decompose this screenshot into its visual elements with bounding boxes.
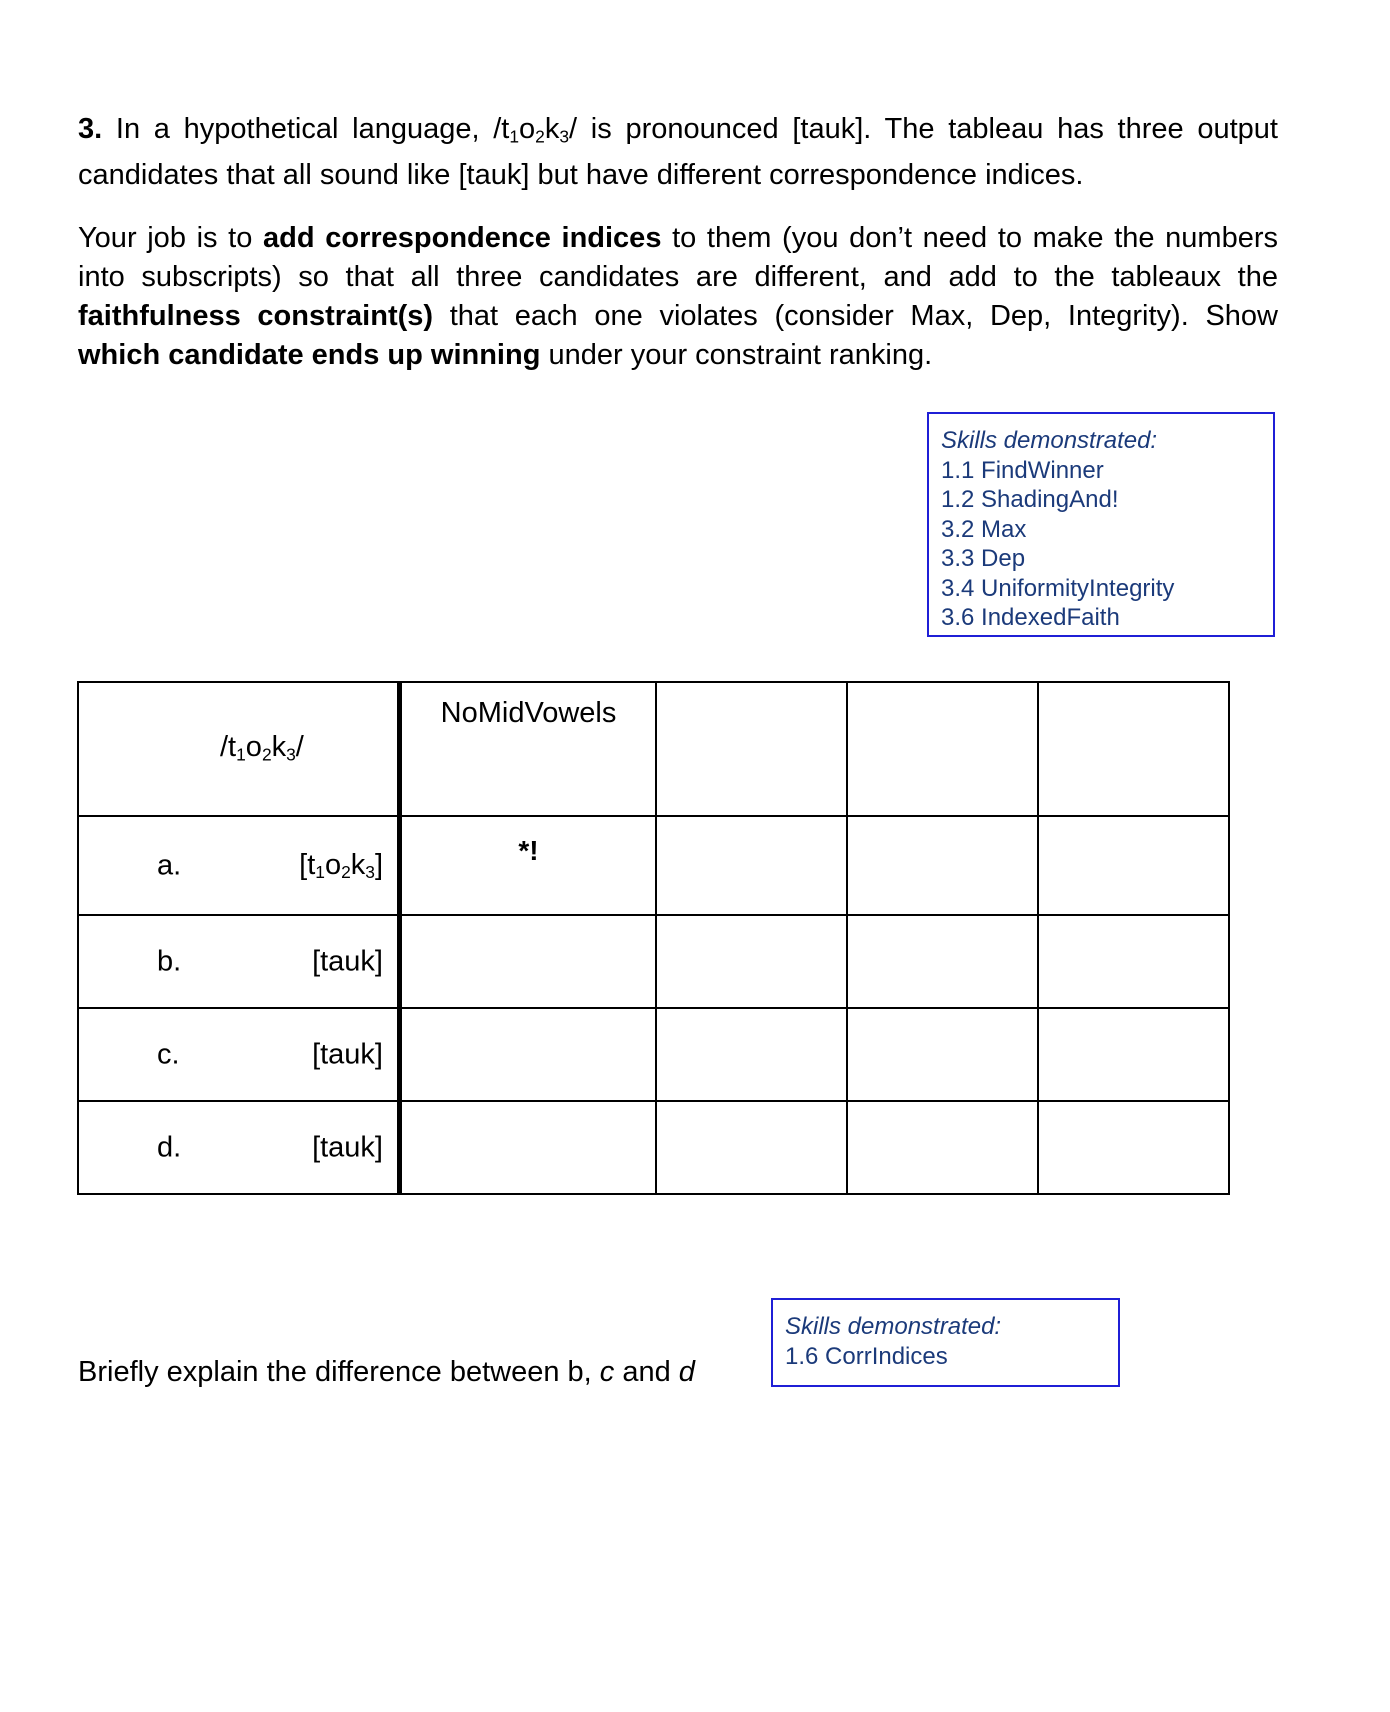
task-bold-faithfulness: faithfulness constraint(s) bbox=[78, 300, 434, 332]
skill-item: 1.2 ShadingAnd! bbox=[941, 486, 1119, 513]
violation-cell-empty[interactable] bbox=[1038, 1101, 1229, 1194]
candidate-cell bbox=[78, 816, 400, 915]
violation-cell-empty[interactable] bbox=[1038, 915, 1229, 1008]
violation-cell-empty[interactable] bbox=[656, 1008, 847, 1101]
skills-box-2 bbox=[771, 1298, 1120, 1387]
constraint-header-nomidvowels: NoMidVowels bbox=[400, 682, 657, 816]
violation-cell-empty[interactable] bbox=[847, 1101, 1038, 1194]
tableau-header-row bbox=[78, 682, 1229, 816]
candidate-cell bbox=[78, 1008, 400, 1101]
skill-item: 3.6 IndexedFaith bbox=[941, 604, 1120, 631]
skills-header: Skills demonstrated: bbox=[941, 427, 1158, 454]
candidate-label: a. bbox=[157, 849, 182, 881]
question-task bbox=[78, 219, 1278, 375]
violation-cell-empty[interactable] bbox=[847, 1008, 1038, 1101]
candidate-output[interactable]: [tauk] bbox=[312, 1131, 383, 1163]
candidate-cell bbox=[78, 1101, 400, 1194]
violation-cell-empty[interactable] bbox=[400, 915, 657, 1008]
candidate-label: c. bbox=[157, 1038, 180, 1070]
skill-item: 3.2 Max bbox=[941, 515, 1027, 543]
violation-cell-empty[interactable] bbox=[400, 1101, 657, 1194]
task-text-e: that each one violates (consider Max, Dep, Integrity). Show bbox=[433, 300, 1278, 332]
table-row bbox=[78, 1101, 1229, 1194]
tableau-input: $/t_1o_2k_3/$ bbox=[220, 731, 304, 765]
explain-prompt: Briefly explain the difference between b, c and d bbox=[78, 1356, 695, 1388]
violation-cell-empty[interactable] bbox=[400, 1008, 657, 1101]
table-row bbox=[78, 1008, 1229, 1101]
violation-cell-empty[interactable] bbox=[1038, 816, 1229, 915]
constraint-header-empty[interactable] bbox=[1038, 682, 1229, 816]
constraint-header-empty[interactable] bbox=[847, 682, 1038, 816]
skill-item: 3.4 UniformityIntegrity bbox=[941, 574, 1175, 602]
table-row bbox=[78, 915, 1229, 1008]
candidate-output: $[t_1o_2k_3]$ bbox=[299, 848, 383, 882]
violation-cell-empty[interactable] bbox=[656, 1101, 847, 1194]
constraint-header-empty[interactable] bbox=[656, 682, 847, 816]
candidate-output[interactable]: [tauk] bbox=[312, 945, 383, 977]
task-text-g: under your constraint ranking. bbox=[540, 339, 933, 371]
task-text-a: Your job is to bbox=[78, 222, 264, 254]
intro-text-a: In a hypothetical language, /t bbox=[102, 113, 510, 145]
violation-cell-empty[interactable] bbox=[1038, 1008, 1229, 1101]
question-number: 3. bbox=[78, 113, 103, 145]
skills-header: Skills demonstrated: bbox=[785, 1313, 1002, 1340]
candidate-cell bbox=[78, 915, 400, 1008]
violation-cell-empty[interactable] bbox=[656, 915, 847, 1008]
task-bold-winning: which candidate ends up winning bbox=[78, 339, 541, 371]
tableau-input-cell bbox=[78, 682, 400, 816]
ot-tableau bbox=[77, 681, 1230, 1195]
task-text-c: to them (you don’t need to make the numbers into subscripts) so that all three candidates are different, and add to the tableaux the bbox=[78, 222, 1279, 293]
intro-text-b: is pronounced [tauk]. The tableau has three output candidates that all sound like [tauk] but have different correspondence indices. bbox=[78, 113, 1278, 192]
candidate-label: d. bbox=[157, 1131, 182, 1163]
violation-cell: *! bbox=[400, 816, 657, 915]
task-bold-indices: add correspondence indices bbox=[263, 222, 662, 254]
skill-item: 1.6 CorrIndices bbox=[785, 1342, 948, 1370]
skills-box-1 bbox=[927, 412, 1275, 637]
skill-item: 1.1 FindWinner bbox=[941, 456, 1104, 484]
candidate-label: b. bbox=[157, 945, 182, 977]
violation-cell-empty[interactable] bbox=[847, 915, 1038, 1008]
violation-cell-empty[interactable] bbox=[656, 816, 847, 915]
candidate-output[interactable]: [tauk] bbox=[312, 1038, 383, 1070]
skill-item: 3.3 Dep bbox=[941, 545, 1026, 572]
table-row bbox=[78, 816, 1229, 915]
violation-cell-empty[interactable] bbox=[847, 816, 1038, 915]
question-intro: 3. In a hypothetical language, $/t_1o_2k_3/$ is pronounced [tauk]. The tableau has three output candidates that all sound like [tauk] but have different correspondence indices. bbox=[78, 113, 1278, 192]
